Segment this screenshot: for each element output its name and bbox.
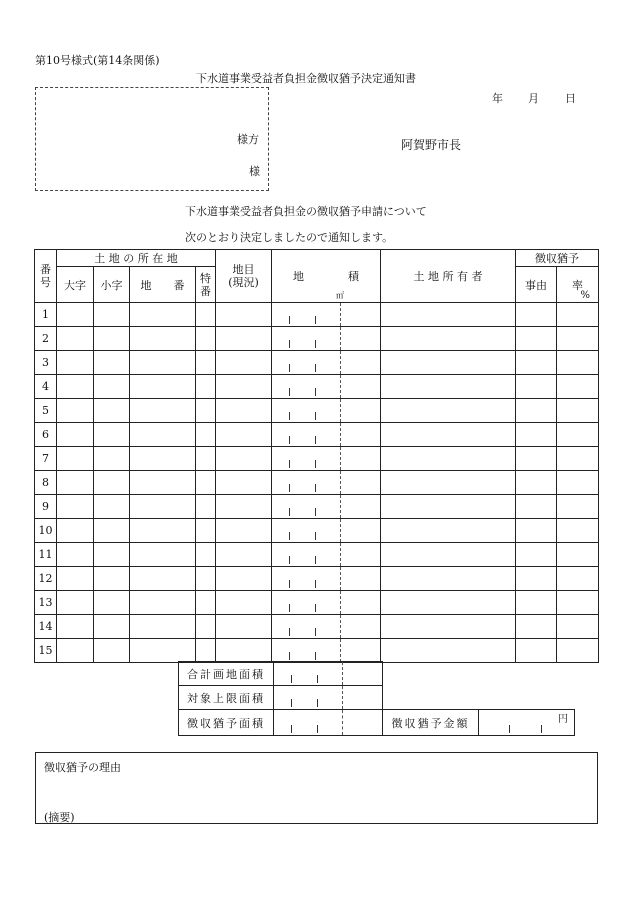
header-rate: 率 %	[557, 267, 599, 303]
chimoku-cell[interactable]	[216, 567, 272, 591]
oaza-cell[interactable]	[57, 447, 94, 471]
land-table	[34, 249, 599, 663]
rate-cell[interactable]	[557, 447, 599, 471]
oaza-cell[interactable]	[57, 495, 94, 519]
koaza-cell[interactable]	[94, 639, 130, 663]
chimoku-cell[interactable]	[216, 351, 272, 375]
chiban-cell[interactable]	[130, 375, 196, 399]
rate-cell[interactable]	[557, 303, 599, 327]
body-line-1: 下水道事業受益者負担金の徴収猶予申請について	[185, 205, 427, 218]
rate-cell[interactable]	[557, 375, 599, 399]
issuer-name: 阿賀野市長	[401, 138, 462, 152]
chimoku-cell[interactable]	[216, 327, 272, 351]
oaza-cell[interactable]	[57, 303, 94, 327]
koaza-cell[interactable]	[94, 303, 130, 327]
header-koaza: 小字	[94, 267, 130, 303]
chimoku-cell[interactable]	[216, 615, 272, 639]
rate-unit: %	[580, 290, 591, 301]
chiban-cell[interactable]	[130, 447, 196, 471]
deferral-amount-label: 徴収猶予金額	[383, 710, 479, 736]
deferral-area-label: 徴収猶予面積	[179, 710, 274, 736]
table-row	[35, 519, 599, 543]
row-number: 15	[35, 639, 57, 663]
tokuban-cell[interactable]	[196, 303, 216, 327]
koaza-cell[interactable]	[94, 567, 130, 591]
reason-cell[interactable]	[516, 351, 557, 375]
koaza-cell[interactable]	[94, 327, 130, 351]
area-unit: ㎡	[336, 291, 345, 300]
chimoku-cell[interactable]	[216, 519, 272, 543]
area-cell[interactable]	[272, 327, 381, 351]
row-number: 13	[35, 591, 57, 615]
deferral-area-field[interactable]	[274, 710, 383, 736]
area-cell[interactable]	[272, 615, 381, 639]
koaza-cell[interactable]	[94, 351, 130, 375]
rate-cell[interactable]	[557, 591, 599, 615]
tokuban-cell[interactable]	[196, 567, 216, 591]
oaza-cell[interactable]	[57, 351, 94, 375]
row-number: 5	[35, 399, 57, 423]
rate-cell[interactable]	[557, 615, 599, 639]
reason-cell[interactable]	[516, 375, 557, 399]
oaza-cell[interactable]	[57, 471, 94, 495]
oaza-cell[interactable]	[57, 327, 94, 351]
owner-cell[interactable]	[381, 375, 516, 399]
tokuban-cell[interactable]	[196, 591, 216, 615]
oaza-cell[interactable]	[57, 423, 94, 447]
row-number: 8	[35, 471, 57, 495]
header-tokuban: 特 番	[196, 267, 216, 303]
tokuban-cell[interactable]	[196, 423, 216, 447]
reason-cell[interactable]	[516, 423, 557, 447]
chimoku-cell[interactable]	[216, 639, 272, 663]
address-sama-kata: 様方	[237, 133, 259, 146]
reason-note: (摘要)	[44, 811, 75, 824]
oaza-cell[interactable]	[57, 591, 94, 615]
koaza-cell[interactable]	[94, 615, 130, 639]
chimoku-cell[interactable]	[216, 495, 272, 519]
table-row	[35, 303, 599, 327]
header-chimoku: 地目 (現況)	[216, 250, 272, 303]
area-cell[interactable]	[272, 399, 381, 423]
chimoku-cell[interactable]	[216, 471, 272, 495]
chiban-cell[interactable]	[130, 639, 196, 663]
koaza-cell[interactable]	[94, 471, 130, 495]
koaza-cell[interactable]	[94, 543, 130, 567]
tokuban-cell[interactable]	[196, 615, 216, 639]
upper-limit-label: 対象上限面積	[179, 686, 274, 710]
form-number: 第10号様式(第14条関係)	[35, 54, 160, 67]
row-number: 1	[35, 303, 57, 327]
area-cell[interactable]	[272, 447, 381, 471]
owner-cell[interactable]	[381, 519, 516, 543]
koaza-cell[interactable]	[94, 399, 130, 423]
chiban-cell[interactable]	[130, 471, 196, 495]
address-box[interactable]	[35, 87, 269, 191]
header-oaza: 大字	[57, 267, 94, 303]
table-row	[35, 471, 599, 495]
koaza-cell[interactable]	[94, 447, 130, 471]
owner-cell[interactable]	[381, 351, 516, 375]
area-cell[interactable]	[272, 423, 381, 447]
row-number: 2	[35, 327, 57, 351]
area-cell[interactable]	[272, 471, 381, 495]
oaza-cell[interactable]	[57, 399, 94, 423]
rate-cell[interactable]	[557, 567, 599, 591]
header-owner: 土 地 所 有 者	[381, 250, 516, 303]
owner-cell[interactable]	[381, 327, 516, 351]
oaza-cell[interactable]	[57, 543, 94, 567]
owner-cell[interactable]	[381, 423, 516, 447]
table-row	[35, 423, 599, 447]
koaza-cell[interactable]	[94, 423, 130, 447]
rate-cell[interactable]	[557, 543, 599, 567]
rate-cell[interactable]	[557, 495, 599, 519]
row-number: 10	[35, 519, 57, 543]
upper-limit-field[interactable]	[274, 686, 383, 710]
reason-cell[interactable]	[516, 591, 557, 615]
row-number: 11	[35, 543, 57, 567]
koaza-cell[interactable]	[94, 591, 130, 615]
area-cell[interactable]	[272, 375, 381, 399]
date-day-label: 日	[565, 92, 576, 105]
tokuban-cell[interactable]	[196, 351, 216, 375]
area-cell[interactable]	[272, 519, 381, 543]
owner-cell[interactable]	[381, 495, 516, 519]
rate-cell[interactable]	[557, 351, 599, 375]
tokuban-cell[interactable]	[196, 471, 216, 495]
header-area: 地 積 ㎡	[272, 250, 381, 303]
table-row	[35, 639, 599, 663]
table-row	[35, 591, 599, 615]
owner-cell[interactable]	[381, 543, 516, 567]
table-row	[35, 495, 599, 519]
chiban-cell[interactable]	[130, 423, 196, 447]
owner-cell[interactable]	[381, 303, 516, 327]
area-cell[interactable]	[272, 591, 381, 615]
chimoku-cell[interactable]	[216, 375, 272, 399]
area-cell[interactable]	[272, 303, 381, 327]
table-row	[35, 351, 599, 375]
rate-cell[interactable]	[557, 471, 599, 495]
chimoku-cell[interactable]	[216, 303, 272, 327]
oaza-cell[interactable]	[57, 615, 94, 639]
total-area-label: 合計画地面積	[179, 662, 274, 686]
chiban-cell[interactable]	[130, 495, 196, 519]
koaza-cell[interactable]	[94, 495, 130, 519]
row-number: 4	[35, 375, 57, 399]
owner-cell[interactable]	[381, 591, 516, 615]
owner-cell[interactable]	[381, 567, 516, 591]
row-number: 6	[35, 423, 57, 447]
tokuban-cell[interactable]	[196, 399, 216, 423]
tokuban-cell[interactable]	[196, 375, 216, 399]
header-deferral: 徴収猶予	[516, 250, 599, 267]
total-area-field[interactable]	[274, 662, 383, 686]
date-month-label: 月	[528, 92, 539, 105]
chimoku-cell[interactable]	[216, 591, 272, 615]
koaza-cell[interactable]	[94, 375, 130, 399]
chiban-cell[interactable]	[130, 615, 196, 639]
table-row	[35, 615, 599, 639]
header-number: 番 号	[35, 250, 57, 303]
reason-cell[interactable]	[516, 519, 557, 543]
owner-cell[interactable]	[381, 447, 516, 471]
reason-cell[interactable]	[516, 615, 557, 639]
reason-cell[interactable]	[516, 543, 557, 567]
reason-cell[interactable]	[516, 495, 557, 519]
reason-cell[interactable]	[516, 471, 557, 495]
area-cell[interactable]	[272, 543, 381, 567]
chiban-cell[interactable]	[130, 327, 196, 351]
header-chiban: 地 番	[130, 267, 196, 303]
chimoku-cell[interactable]	[216, 543, 272, 567]
koaza-cell[interactable]	[94, 519, 130, 543]
row-number: 7	[35, 447, 57, 471]
row-number: 9	[35, 495, 57, 519]
reason-label: 徴収猶予の理由	[44, 761, 121, 774]
document-title: 下水道事業受益者負担金徴収猶予決定通知書	[196, 72, 416, 85]
table-row	[35, 375, 599, 399]
reason-cell[interactable]	[516, 399, 557, 423]
chiban-cell[interactable]	[130, 351, 196, 375]
rate-cell[interactable]	[557, 423, 599, 447]
owner-cell[interactable]	[381, 399, 516, 423]
tokuban-cell[interactable]	[196, 639, 216, 663]
chimoku-cell[interactable]	[216, 399, 272, 423]
area-cell[interactable]	[272, 495, 381, 519]
tokuban-cell[interactable]	[196, 495, 216, 519]
deferral-amount-field[interactable]	[479, 710, 575, 736]
reason-cell[interactable]	[516, 303, 557, 327]
chiban-cell[interactable]	[130, 543, 196, 567]
rate-cell[interactable]	[557, 399, 599, 423]
owner-cell[interactable]	[381, 639, 516, 663]
row-number: 3	[35, 351, 57, 375]
area-cell[interactable]	[272, 639, 381, 663]
area-cell[interactable]	[272, 351, 381, 375]
oaza-cell[interactable]	[57, 639, 94, 663]
reason-cell[interactable]	[516, 567, 557, 591]
row-number: 14	[35, 615, 57, 639]
table-row	[35, 399, 599, 423]
table-row	[35, 447, 599, 471]
chiban-cell[interactable]	[130, 567, 196, 591]
chiban-cell[interactable]	[130, 591, 196, 615]
rate-cell[interactable]	[557, 639, 599, 663]
header-location: 土 地 の 所 在 地	[57, 250, 216, 267]
chiban-cell[interactable]	[130, 303, 196, 327]
table-row	[35, 543, 599, 567]
table-row	[35, 327, 599, 351]
tokuban-cell[interactable]	[196, 519, 216, 543]
rate-cell[interactable]	[557, 519, 599, 543]
oaza-cell[interactable]	[57, 519, 94, 543]
chiban-cell[interactable]	[130, 519, 196, 543]
table-row	[35, 567, 599, 591]
chimoku-cell[interactable]	[216, 423, 272, 447]
oaza-cell[interactable]	[57, 375, 94, 399]
reason-cell[interactable]	[516, 639, 557, 663]
rate-cell[interactable]	[557, 327, 599, 351]
oaza-cell[interactable]	[57, 567, 94, 591]
area-cell[interactable]	[272, 567, 381, 591]
tokuban-cell[interactable]	[196, 327, 216, 351]
summary-table	[178, 661, 575, 736]
owner-cell[interactable]	[381, 615, 516, 639]
chimoku-cell[interactable]	[216, 447, 272, 471]
reason-cell[interactable]	[516, 327, 557, 351]
owner-cell[interactable]	[381, 471, 516, 495]
date-year-label: 年	[492, 92, 503, 105]
yen-unit: 円	[558, 714, 568, 725]
reason-box[interactable]	[35, 752, 598, 824]
body-line-2: 次のとおり決定しましたので通知します。	[185, 231, 394, 244]
header-reason: 事由	[516, 267, 557, 303]
chiban-cell[interactable]	[130, 399, 196, 423]
reason-cell[interactable]	[516, 447, 557, 471]
tokuban-cell[interactable]	[196, 447, 216, 471]
tokuban-cell[interactable]	[196, 543, 216, 567]
address-sama: 様	[249, 165, 260, 178]
row-number: 12	[35, 567, 57, 591]
